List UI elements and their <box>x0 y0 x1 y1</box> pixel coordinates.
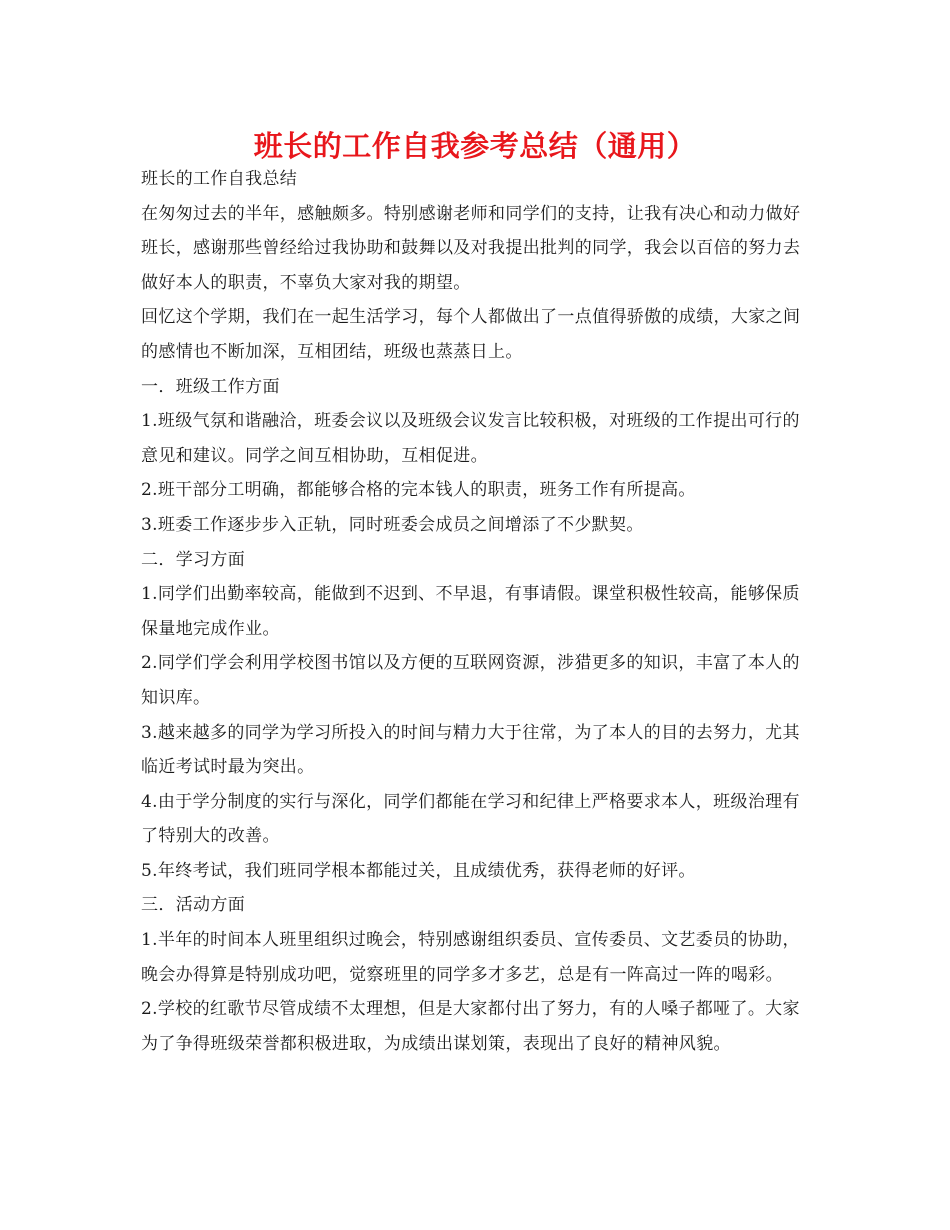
activities-item-1: 1.半年的时间本人班里组织过晚会，特别感谢组织委员、宣传委员、文艺委员的协助，晚会办得算是特别成功吧，觉察班里的同学多才多艺，总是有一阵高过一阵的喝彩。 <box>141 930 800 985</box>
section-heading-activities: 三．活动方面 <box>141 895 246 916</box>
document-body <box>141 162 813 1061</box>
class-work-item-3: 3.班委工作逐步步入正轨，同时班委会成员之间增添了不少默契。 <box>141 514 644 535</box>
section-heading-study: 二．学习方面 <box>141 549 246 570</box>
section-heading-class-work: 一．班级工作方面 <box>141 376 280 397</box>
study-item-5: 5.年终考试，我们班同学根本都能过关，且成绩优秀，获得老师的好评。 <box>141 860 696 881</box>
study-item-3: 3.越来越多的同学为学习所投入的时间与精力大于往常，为了本人的目的去努力，尤其临近考试时最为突出。 <box>141 722 800 778</box>
document-title: 班长的工作自我参考总结（通用） <box>253 129 697 163</box>
class-work-item-2: 2.班干部分工明确，都能够合格的完本钱人的职责，班务工作有所提高。 <box>141 480 696 501</box>
activities-item-2: 2.学校的红歌节尽管成绩不太理想，但是大家都付出了努力，有的人嗓子都哑了。大家为了争得班级荣誉都积极进取，为成绩出谋划策，表现出了良好的精神风貌。 <box>141 999 800 1054</box>
study-item-2: 2.同学们学会利用学校图书馆以及方便的互联网资源，涉猎更多的知识，丰富了本人的知识库。 <box>141 653 800 708</box>
study-item-1: 1.同学们出勤率较高，能做到不迟到、不早退，有事请假。课堂积极性较高，能够保质保量地完成作业。 <box>141 584 800 639</box>
review-paragraph: 回忆这个学期，我们在一起生活学习，每个人都做出了一点值得骄傲的成绩，大家之间的感情也不断加深，互相团结，班级也蒸蒸日上。 <box>141 307 801 362</box>
subtitle-paragraph: 班长的工作自我总结 <box>141 169 298 189</box>
study-item-4: 4.由于学分制度的实行与深化，同学们都能在学习和纪律上严格要求本人，班级治理有了特别大的改善。 <box>141 791 800 847</box>
class-work-item-1: 1.班级气氛和谐融洽，班委会议以及班级会议发言比较积极，对班级的工作提出可行的意见和建议。同学之间互相协助，互相促进。 <box>141 411 800 466</box>
intro-paragraph: 在匆匆过去的半年，感触颇多。特别感谢老师和同学们的支持，让我有决心和动力做好班长，感谢那些曾经给过我协助和鼓舞以及对我提出批判的同学，我会以百倍的努力去做好本人的职责，不辜负大家对我的期望。 <box>141 203 801 293</box>
